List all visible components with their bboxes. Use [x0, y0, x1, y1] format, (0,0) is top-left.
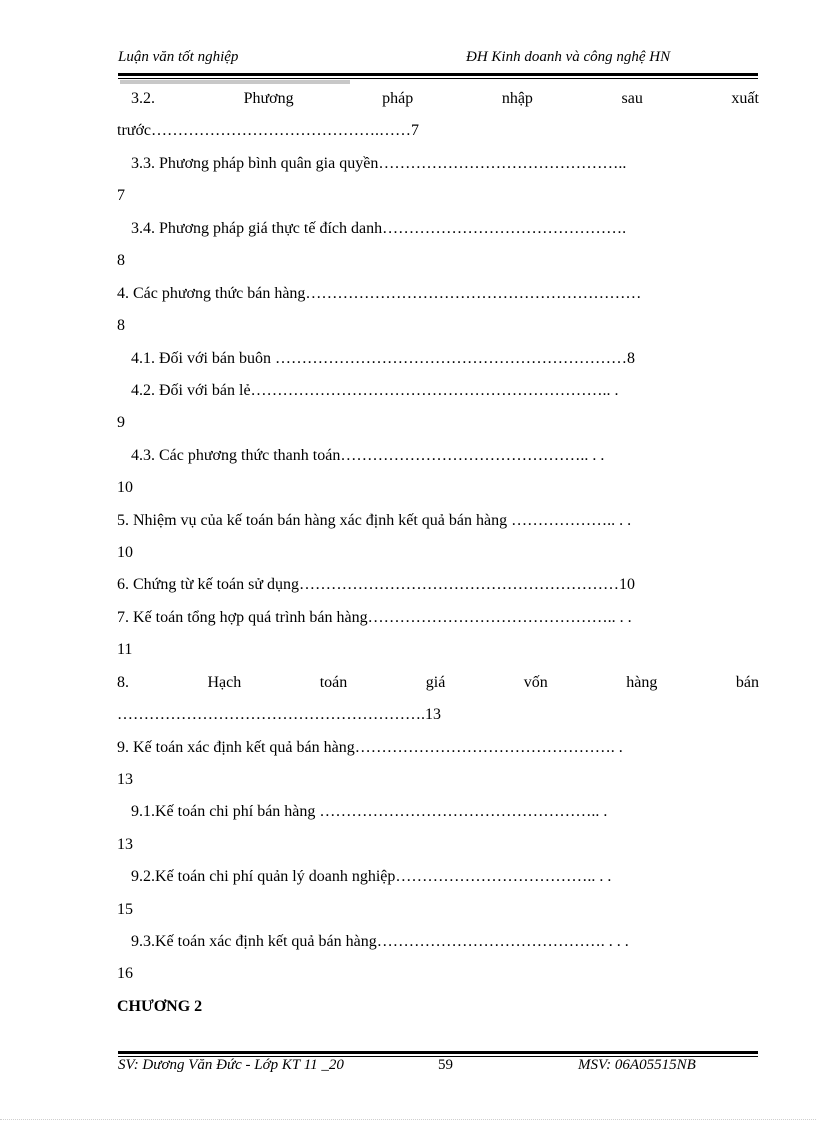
toc-page-number: 8: [117, 252, 125, 269]
toc-page-number: 10: [117, 544, 133, 561]
header-rule-thin: [118, 78, 758, 79]
footer-student-id: MSV: 06A05515NB: [578, 1057, 696, 1073]
footer-page-number: 59: [438, 1057, 453, 1073]
toc-entry-3-4: 3.4. Phương pháp giá thực tế đích danh……………………………………….: [131, 220, 627, 237]
toc-entry-7: 7. Kế toán tổng hợp quá trình bán hàng……………………………………….. . .: [117, 609, 632, 626]
toc-entry-4-3: 4.3. Các phương thức thanh toán……………………………………….. . .: [131, 447, 605, 464]
footer-rule: [118, 1051, 758, 1054]
toc-page-number: 11: [117, 641, 133, 658]
header-rule-shadow: [120, 80, 350, 84]
footer-student-name: SV: Dương Văn Đức - Lớp KT 11 _20: [118, 1057, 344, 1073]
toc-entry-9-1: 9.1.Kế toán chi phí bán hàng …………………………………………….. .: [131, 803, 608, 820]
toc-entry-9-2: 9.2.Kế toán chi phí quản lý doanh nghiệp……………………………….. . .: [131, 868, 612, 885]
toc-page-number: 10: [117, 479, 133, 496]
header-university-label: ĐH Kinh doanh và công nghệ HN: [466, 49, 671, 65]
toc-entry-4-2: 4.2. Đối với bán lẻ………………………………………………………….. .: [131, 382, 619, 399]
toc-page-number: 7: [117, 187, 125, 204]
toc-page-number: 8: [117, 317, 125, 334]
toc-entry-3-2-cont: trước…………………………………….……7: [117, 122, 420, 139]
toc-entry-5: 5. Nhiệm vụ của kế toán bán hàng xác định kết quả bán hàng ……………….. . .: [117, 512, 632, 529]
header-thesis-label: Luận văn tốt nghiệp: [118, 49, 239, 65]
toc-entry-4-1: 4.1. Đối với bán buôn …………………………………………………………8: [131, 350, 636, 367]
toc-entry-8-cont: ………………………………………………….13: [117, 706, 441, 723]
toc-entry-3-2: 3.2. Phương pháp nhập sau xuất: [131, 90, 759, 107]
chapter-heading: CHƯƠNG 2: [117, 998, 203, 1015]
toc-page-number: 9: [117, 414, 125, 431]
toc-entry-6: 6. Chứng từ kế toán sử dụng……………………………………………………10: [117, 576, 636, 593]
toc-page-number: 15: [117, 901, 133, 918]
page-edge: [0, 1119, 816, 1120]
toc-page-number: 13: [117, 771, 133, 788]
toc-page-number: 16: [117, 965, 133, 982]
toc-page-number: 13: [117, 836, 133, 853]
header-rule: [118, 73, 758, 76]
toc-entry-8: 8. Hạch toán giá vốn hàng bán: [117, 674, 759, 691]
toc-entry-3-3: 3.3. Phương pháp bình quân gia quyền………………………………………..: [131, 155, 627, 172]
toc-entry-9-3: 9.3.Kế toán xác định kết quả bán hàng……………………………………. . . .: [131, 933, 629, 950]
toc-entry-9: 9. Kế toán xác định kết quả bán hàng…………………………………………. .: [117, 739, 623, 756]
toc-entry-4: 4. Các phương thức bán hàng………………………………………………………: [117, 285, 642, 302]
